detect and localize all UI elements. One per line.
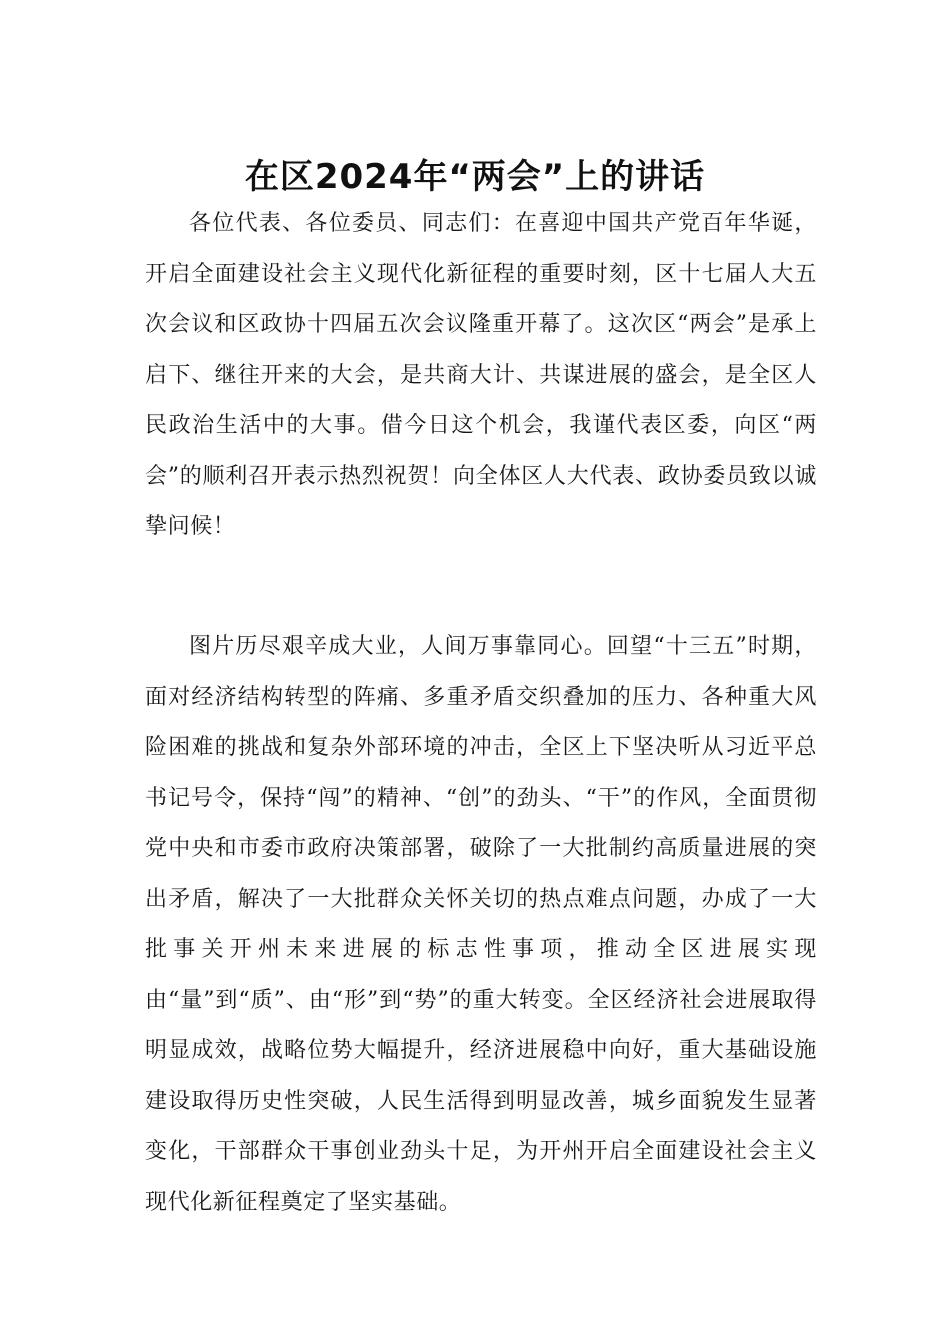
paragraph-opening: 各位代表、各位委员、同志们：在喜迎中国共产党百年华诞，开启全面建设社会主义现代化新征程的重要时刻，区十七届人大五次会议和区政协十四届五次会议隆重开幕了。这次区“两会”是承上启下、继往开来的大会，是共商大计、共谋进展的盛会，是全区人民政治生活中的大事。借今日这个机会，我谨代表区委，向区“两会”的顺利召开表示热烈祝贺！向全体区人大代表、政协委员致以诚挚问候！ xyxy=(145,211,817,539)
document-title: 在区2024年“两会”上的讲话 xyxy=(244,156,706,197)
paragraph-review: 图片历尽艰辛成大业，人间万事靠同心。回望“十三五”时期，面对经济结构转型的阵痛、多重矛盾交织叠加的压力、各种重大风险困难的挑战和复杂外部环境的冲击，全区上下坚决听从习近平总书记号令，保持“闯”的精神、“创”的劲头、“干”的作风，全面贯彻党中央和市委市政府决策部署，破除了一大批制约高质量进展的突出矛盾，解决了一大批群众关怀关切的热点难点问题，办成了一大批事关开州未来进展的标志性事项，推动全区进展实现由“量”到“质”、由“形”到“势”的重大转变。全区经济社会进展取得明显成效，战略位势大幅提升，经济进展稳中向好，重大基础设施建设取得历史性突破，人民生活得到明显改善，城乡面貌发生显著变化，干部群众干事创业劲头十足，为开州开启全面建设社会主义现代化新征程奠定了坚实基础。 xyxy=(145,634,817,1215)
